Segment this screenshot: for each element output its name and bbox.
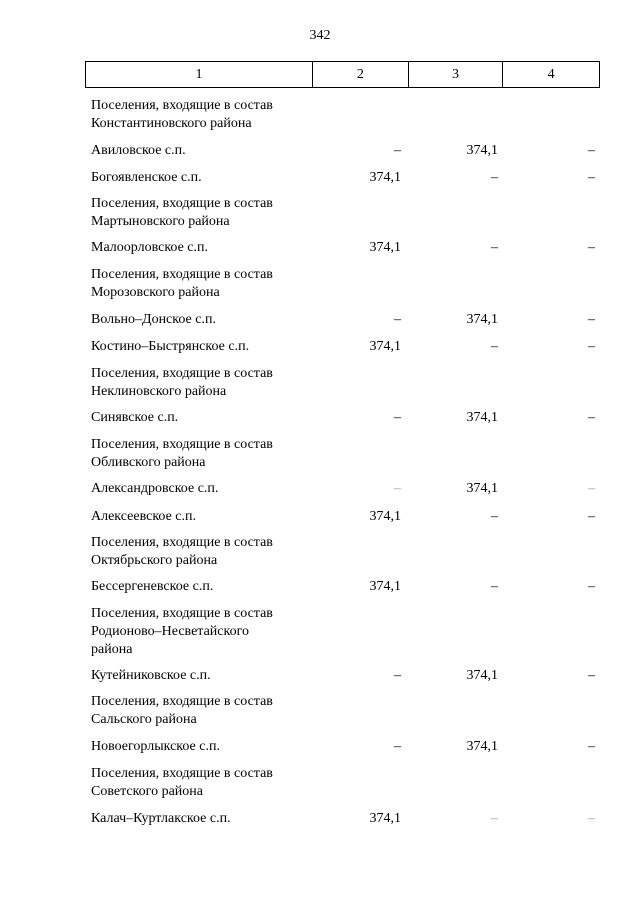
row-label: Поселения, входящие в состав Октябрьского района (91, 535, 273, 568)
row-value-col-2: 374,1 (369, 240, 401, 255)
table-header (85, 61, 600, 88)
header-col-2: 2 (313, 62, 409, 87)
row-value-col-4: – (588, 170, 595, 185)
row-label: Поселения, входящие в состав Константиновского района (91, 98, 273, 131)
row-value-col-2: 374,1 (369, 339, 401, 354)
table-row (85, 534, 600, 568)
row-value-col-4: – (588, 739, 595, 754)
table-row (85, 667, 600, 687)
table-row (85, 436, 600, 470)
row-value-col-3: – (491, 811, 498, 826)
row-label: Александровское с.п. (91, 481, 219, 496)
header-col-3: 3 (409, 62, 504, 87)
row-label: Синявское с.п. (91, 410, 179, 425)
row-value-col-3: – (491, 339, 498, 354)
row-label: Авиловское с.п. (91, 143, 186, 158)
table-row (85, 195, 600, 229)
row-label: Поселения, входящие в состав Родионово–Несветайского района (91, 606, 273, 657)
table-row (85, 765, 600, 799)
row-value-col-4: – (588, 143, 595, 158)
row-label: Поселения, входящие в состав Советского района (91, 766, 273, 799)
row-label: Кутейниковское с.п. (91, 668, 211, 683)
page-number: 342 (309, 28, 331, 43)
row-label: Поселения, входящие в состав Мартыновского района (91, 196, 273, 229)
row-label: Поселения, входящие в состав Обливского района (91, 437, 273, 470)
row-label: Новоегорлыкское с.п. (91, 739, 220, 754)
table-row (85, 266, 600, 300)
row-value-col-2: – (394, 410, 401, 425)
table-row (85, 239, 600, 259)
row-value-col-3: – (491, 509, 498, 524)
row-value-col-4: – (588, 509, 595, 524)
header-col-1: 1 (86, 62, 313, 87)
row-label: Поселения, входящие в состав Неклиновского района (91, 366, 273, 399)
table-row (85, 810, 600, 830)
row-label: Малоорловское с.п. (91, 240, 208, 255)
row-value-col-3: – (491, 240, 498, 255)
table-row (85, 693, 600, 727)
row-label: Вольно–Донское с.п. (91, 312, 216, 327)
table-row (85, 605, 600, 657)
table-row (85, 578, 600, 598)
row-label: Поселения, входящие в состав Морозовского района (91, 267, 273, 300)
row-value-col-3: 374,1 (466, 410, 498, 425)
row-value-col-4: – (588, 240, 595, 255)
header-col-4: 4 (547, 66, 555, 82)
row-value-col-3: – (491, 170, 498, 185)
table-row (85, 169, 600, 189)
row-value-col-2: – (394, 739, 401, 754)
row-label: Богоявленское с.п. (91, 170, 202, 185)
table-row (85, 142, 600, 162)
row-value-col-3: 374,1 (466, 143, 498, 158)
row-value-col-4: – (588, 579, 595, 594)
row-value-col-2: – (394, 481, 401, 496)
row-value-col-2: – (394, 143, 401, 158)
row-value-col-3: 374,1 (466, 481, 498, 496)
table-row (85, 480, 600, 500)
table-row (85, 338, 600, 358)
row-value-col-4: – (588, 811, 595, 826)
row-value-col-3: 374,1 (466, 668, 498, 683)
table-row (85, 365, 600, 399)
row-value-col-4: – (588, 481, 595, 496)
row-label: Поселения, входящие в состав Сальского района (91, 694, 273, 727)
row-value-col-4: – (588, 339, 595, 354)
row-value-col-2: – (394, 668, 401, 683)
table-row (85, 97, 600, 131)
row-value-col-2: 374,1 (369, 579, 401, 594)
row-value-col-2: 374,1 (369, 509, 401, 524)
table-row (85, 311, 600, 331)
row-value-col-3: 374,1 (466, 739, 498, 754)
row-value-col-3: – (491, 579, 498, 594)
row-value-col-3: 374,1 (466, 312, 498, 327)
row-label: Костино–Быстрянское с.п. (91, 339, 250, 354)
row-value-col-4: – (588, 312, 595, 327)
row-label: Бессергеневское с.п. (91, 579, 214, 594)
row-value-col-2: – (394, 312, 401, 327)
table-row (85, 409, 600, 429)
table-row (85, 738, 600, 758)
row-label: Алексеевское с.п. (91, 509, 196, 524)
row-value-col-4: – (588, 668, 595, 683)
row-value-col-4: – (588, 410, 595, 425)
table-row (85, 508, 600, 528)
row-value-col-2: 374,1 (369, 811, 401, 826)
row-label: Калач–Куртлакское с.п. (91, 811, 231, 826)
row-value-col-2: 374,1 (369, 170, 401, 185)
